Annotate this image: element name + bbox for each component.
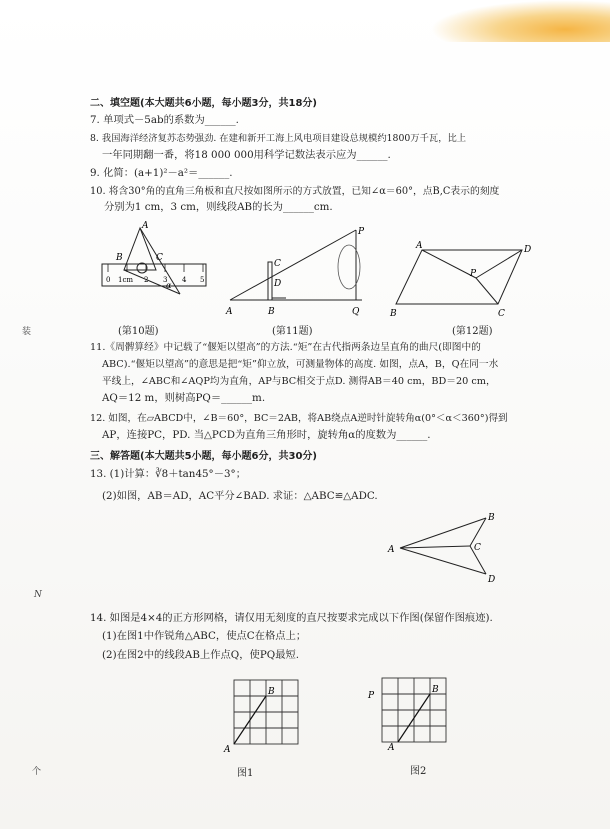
fig13-label-B: B [488, 513, 495, 523]
fig11-label-C: C [274, 259, 281, 269]
fig10-caption: (第10题) [118, 326, 159, 337]
grid-figure-1 [222, 676, 302, 761]
fig12-label-B: B [390, 309, 397, 319]
fig12-label-D: D [524, 245, 532, 255]
question-11-line3: 平线上，∠ABC和∠AQP均为直角，AP与BC相交于点D. 测得AB＝40 cm，BD＝20 cm， [102, 376, 496, 387]
fig10-label-alpha: α [166, 281, 172, 290]
figure-11 [224, 222, 374, 320]
grid1-caption: 图1 [237, 768, 254, 779]
margin-mark-bottom: 个 [32, 767, 42, 777]
figure-13 [386, 508, 516, 586]
grid1-label-A: A [224, 745, 231, 755]
question-12-line1: 12. 如图，在▱ABCD中，∠B＝60°，BC＝2AB，将AB绕点A逆时针旋转角α(0°＜α＜360°)得到 [90, 413, 508, 424]
question-13-part1: 13. (1)计算：∛8＋tan45°－3°； [90, 468, 246, 480]
fig10-label-A: A [142, 221, 149, 231]
figure-12 [390, 238, 535, 318]
section3-heading: 三、解答题(本大题共5小题，每小题6分，共30分) [90, 451, 317, 462]
question-10-line1: 10. 将含30°角的直角三角板和直尺按如图所示的方式放置，已知∠α＝60°，点B,C表示的刻度 [90, 186, 500, 197]
fig10-tick-0: 0 [106, 276, 111, 284]
grid-figure-2 [368, 674, 450, 759]
fig11-tree-crown [338, 245, 360, 289]
fig11-label-A: A [226, 307, 233, 317]
fig11-label-D: D [274, 279, 282, 289]
fig12-pd [476, 250, 522, 278]
fig13-label-C: C [474, 543, 481, 553]
fig10-tick-1: 1cm [118, 276, 134, 284]
grid2-label-B: B [432, 685, 439, 695]
fig10-tick-5: 5 [200, 276, 205, 284]
question-8-line1: 8. 我国海洋经济复苏态势强劲. 在建和新开工海上风电项目建设总规模约1800万千瓦，比上 [90, 133, 467, 144]
grid2-label-A: A [388, 743, 395, 753]
grid2-caption: 图2 [410, 766, 427, 777]
grid1-lines [234, 680, 298, 744]
question-10-line2: 分别为1 cm，3 cm，则线段AB的长为______cm. [104, 201, 333, 213]
fig11-label-P: P [358, 227, 365, 237]
fig10-label-C: C [156, 253, 163, 263]
question-11-line1: 11.《周髀算经》中记载了“偃矩以望高”的方法.“矩”在古代指两条边呈直角的曲尺(即图中的 [90, 342, 481, 353]
question-12-line2: AP，连接PC，PD. 当△PCD为直角三角形时，旋转角α的度数为______. [102, 429, 431, 441]
fig10-tick-3: 3 [163, 276, 168, 284]
fig12-label-A: A [416, 241, 423, 251]
section2-heading: 二、填空题(本大题共6小题，每小题3分，共18分) [90, 98, 317, 109]
paper-stain [430, 0, 610, 42]
fig11-caption: (第11题) [272, 326, 313, 337]
fig10-tick-2: 2 [144, 276, 149, 284]
grid2-label-P: P [368, 691, 375, 701]
fig10-tick-4: 4 [182, 276, 187, 284]
fig13-label-D: D [488, 575, 496, 585]
fig11-label-B: B [268, 307, 275, 317]
fig12-label-C: C [498, 309, 505, 319]
fig11-sightline [230, 230, 356, 300]
margin-mark-top: 装 [22, 327, 32, 337]
question-13-part2: (2)如图，AB＝AD，AC平分∠BAD. 求证：△ABC≌△ADC. [102, 490, 378, 502]
fig13-bc [470, 518, 486, 546]
fig13-label-A: A [388, 545, 395, 555]
fig12-ap [422, 250, 476, 278]
question-14-line1: 14. 如图是4×4的正方形网格，请仅用无刻度的直尺按要求完成以下作图(保留作图痕迹). [90, 612, 493, 624]
fig11-label-Q: Q [352, 307, 360, 317]
fig11-square [268, 262, 272, 300]
fig13-ac [400, 546, 470, 548]
fig12-parallelogram [396, 250, 522, 304]
fig10-label-B: B [116, 253, 123, 263]
fig12-label-P: P [470, 269, 477, 279]
question-7: 7. 单项式－5ab的系数为______. [90, 114, 239, 126]
grid1-label-B: B [268, 687, 275, 697]
question-14-part2: (2)在图2中的线段AB上作点Q，使PQ最短. [102, 649, 300, 661]
question-11-line4: AQ＝12 m，则树高PQ＝______m. [102, 392, 266, 404]
margin-mark-mid: N [34, 590, 42, 600]
question-8-line2: 一年同期翻一番，将18 000 000用科学记数法表示应为______. [102, 149, 391, 161]
fig12-caption: (第12题) [452, 326, 493, 337]
fig12-pc [476, 278, 498, 304]
question-14-part1: (1)在图1中作锐角△ABC，使点C在格点上； [102, 630, 307, 642]
figure-10 [96, 220, 211, 320]
question-9: 9. 化简：(a+1)²－a²＝______. [90, 167, 233, 179]
question-11-line2: ABC).“偃矩以望高”的意思是把“矩”仰立放，可测量物体的高度. 如图，点A，B，Q在同一水 [102, 359, 499, 370]
